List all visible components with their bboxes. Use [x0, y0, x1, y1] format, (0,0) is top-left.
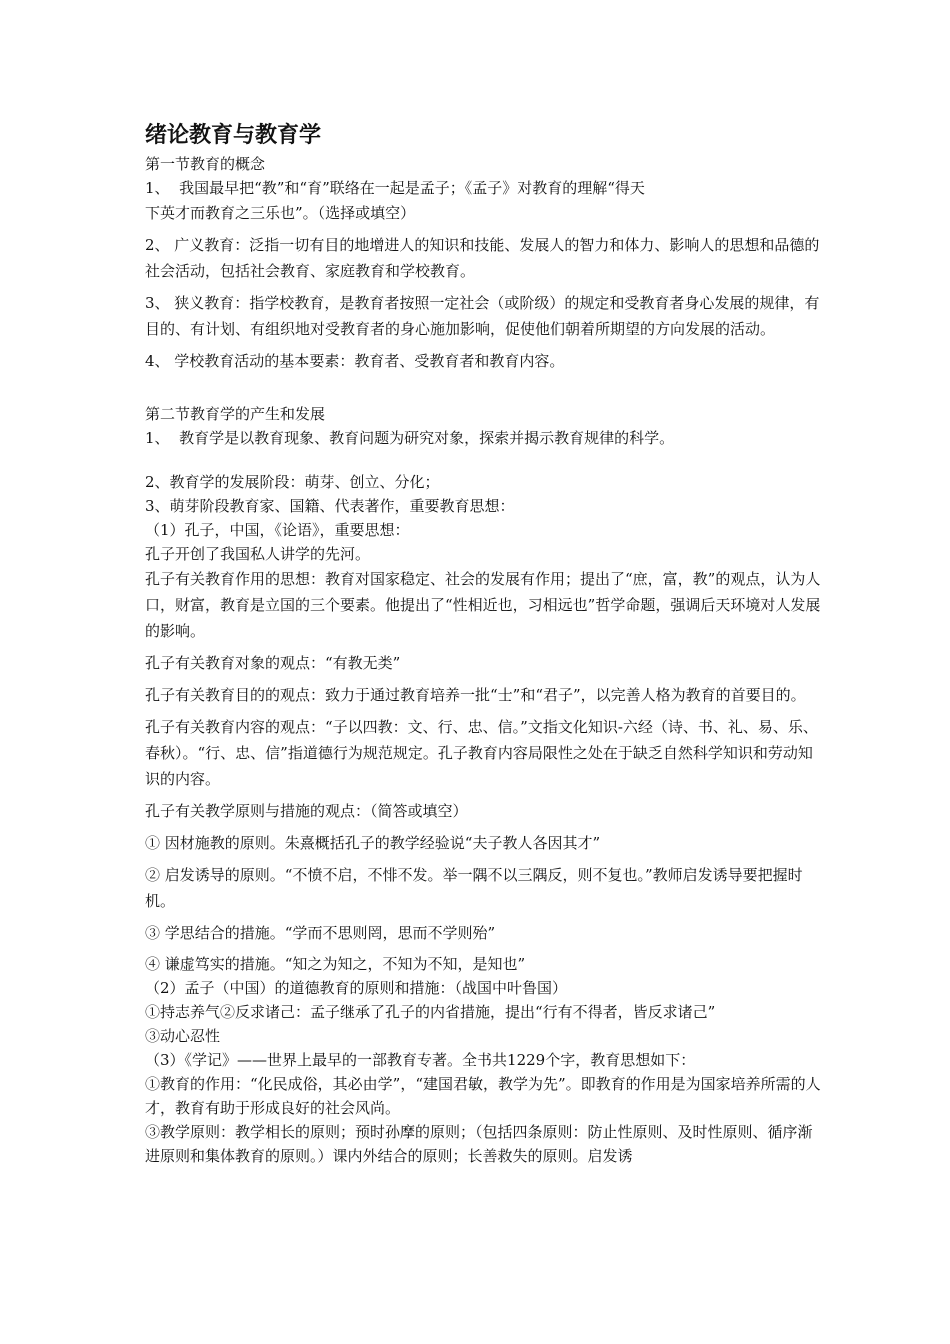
section2-item3: 3、萌芽阶段教育家、国籍、代表著作，重要教育思想： — [145, 497, 515, 515]
xueji-heading: （3）《学记》——世界上最早的一部教育专著。全书共1229个字，教育思想如下： — [145, 1051, 696, 1069]
mencius-heading: （2）孟子（中国）的道德教育的原则和措施：（战国中叶鲁国） — [145, 979, 568, 997]
confucius-point2: 孔子有关教育作用的思想：教育对国家稳定、社会的发展有作用；提出了“庶，富，教”的观点，认为人口，财富，教育是立国的三个要素。他提出了“性相近也，习相远也”哲学命题，强调后天环境对人发展的影响。 — [145, 570, 821, 640]
mencius-point2: ③动心忍性 — [145, 1027, 221, 1045]
xueji-point1: ①教育的作用：“化民成俗，其必由学”，“建国君敏，教学为先”。即教育的作用是为国家培养所需的人才，教育有助于形成良好的社会风尚。 — [145, 1075, 821, 1117]
confucius-principle1: ① 因材施教的原则。朱熹概括孔子的教学经验说“夫子教人各因其才” — [145, 834, 601, 852]
section1-item4: 4、 学校教育活动的基本要素：教育者、受教育者和教育内容。 — [145, 352, 565, 370]
confucius-principle4: ④ 谦虚笃实的措施。“知之为知之，不知为不知，是知也” — [145, 955, 526, 973]
spacer — [145, 450, 825, 470]
document-page — [145, 120, 825, 1168]
confucius-point1: 孔子开创了我国私人讲学的先河。 — [145, 545, 371, 563]
section1-item1-line2: 下英才而教育之三乐也”。（选择或填空） — [145, 204, 416, 222]
confucius-principle3: ③ 学思结合的措施。“学而不思则罔，思而不学则殆” — [145, 924, 496, 942]
section2-heading: 第二节教育学的产生和发展 — [145, 405, 326, 423]
mencius-point1: ①持志养气②反求诸己：孟子继承了孔子的内省措施，提出“行有不得者，皆反求诸己” — [145, 1003, 716, 1021]
section1-item3: 3、 狭义教育：指学校教育，是教育者按照一定社会（或阶级）的规定和受教育者身心发展的规律，有目的、有计划、有组织地对受教育者的身心施加影响，促使他们朝着所期望的方向发展的活动。 — [145, 294, 820, 338]
section1-item2: 2、 广义教育：泛指一切有目的地增进人的知识和技能、发展人的智力和体力、影响人的思想和品德的社会活动，包括社会教育、家庭教育和学校教育。 — [145, 236, 820, 280]
section1-item1-line1: 1、 我国最早把“教”和“育”联络在一起是孟子；《孟子》对教育的理解“得天 — [145, 179, 645, 197]
section1-heading: 第一节教育的概念 — [145, 155, 266, 173]
confucius-point5: 孔子有关教育内容的观点：“子以四教：文、行、忠、信。”文指文化知识-六经（诗、书、礼、易、乐、春秋）。“行、忠、信”指道德行为规范规定。孔子教育内容局限性之处在于缺乏自然科学知识和劳动知识的内容。 — [145, 718, 818, 788]
confucius-point3: 孔子有关教育对象的观点：“有教无类” — [145, 654, 401, 672]
xueji-point2: ③教学原则：教学相长的原则；预时孙摩的原则；（包括四条原则：防止性原则、及时性原则、循序渐进原则和集体教育的原则。）课内外结合的原则；长善救失的原则。启发诱 — [145, 1123, 813, 1165]
confucius-point6: 孔子有关教学原则与措施的观点：（简答或填空） — [145, 802, 468, 820]
confucius-heading: （1）孔子，中国，《论语》，重要思想： — [145, 521, 410, 539]
document-title: 绪论教育与教育学 — [145, 123, 322, 148]
confucius-point4: 孔子有关教育目的的观点：致力于通过教育培养一批“士”和“君子”，以完善人格为教育的首要目的。 — [145, 686, 806, 704]
section2-item2: 2、教育学的发展阶段：萌芽、创立、分化； — [145, 473, 440, 491]
confucius-principle2: ② 启发诱导的原则。“不愤不启，不悱不发。举一隅不以三隅反，则不复也。”教师启发诱导要把握时机。 — [145, 866, 803, 910]
spacer — [145, 380, 825, 402]
section2-item1: 1、 教育学是以教育现象、教育问题为研究对象，探索并揭示教育规律的科学。 — [145, 429, 675, 447]
